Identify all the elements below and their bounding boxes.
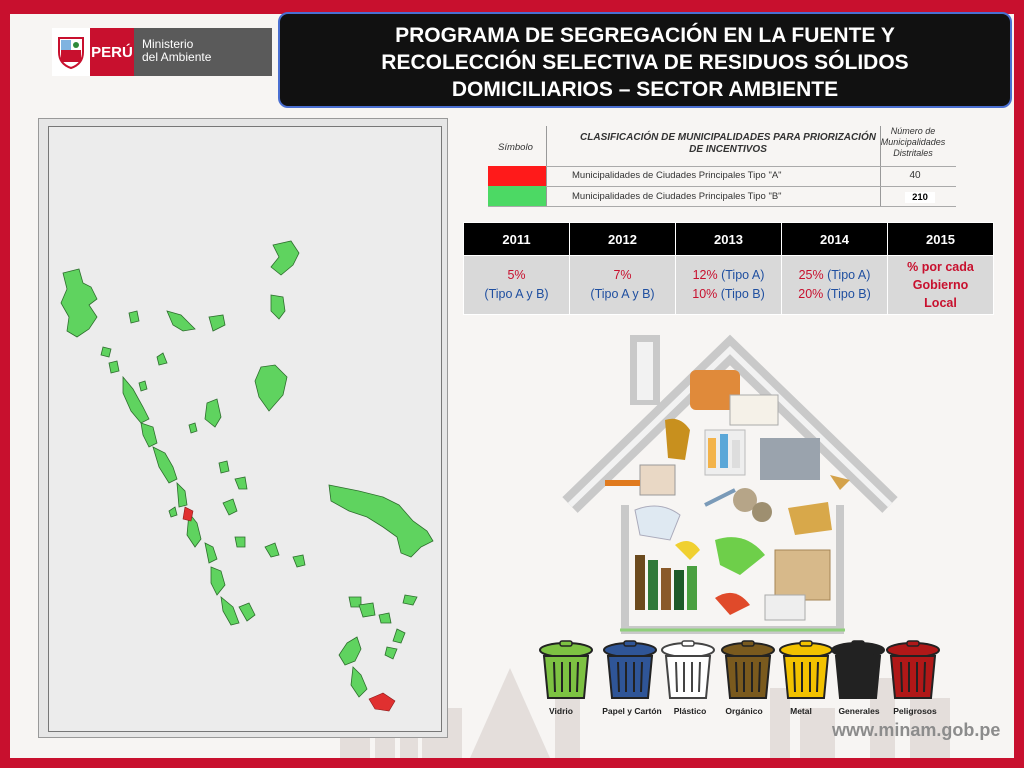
cell-2011-pct: 5% xyxy=(507,268,526,282)
type-a-count: 40 xyxy=(909,170,921,181)
header-symbol: Símbolo xyxy=(498,142,533,153)
classification-table xyxy=(488,122,958,210)
bin-peligrosos xyxy=(885,640,941,707)
peru-label: PERÚ xyxy=(90,28,134,76)
bin-vidrio xyxy=(538,640,594,707)
type-b-count: 210 xyxy=(905,192,935,203)
cell-2015 xyxy=(888,256,994,315)
cell-2015-line2: Gobierno xyxy=(912,278,969,292)
type-b-swatch xyxy=(488,186,546,206)
trash-bin-icon xyxy=(720,640,776,702)
slide-title xyxy=(278,12,1012,108)
bin-label-generales: Generales xyxy=(838,706,880,716)
cell-2014 xyxy=(782,256,888,315)
cell-2013-type-a: (Tipo A) xyxy=(717,268,765,282)
cell-2015-line3: Local xyxy=(924,296,957,310)
cell-2012 xyxy=(570,256,676,315)
header-classification: CLASIFICACIÓN DE MUNICIPALIDADES PARA PRIORIZACIÓN DE INCENTIVOS xyxy=(580,132,876,155)
cell-2013-pct-b: 10% xyxy=(692,287,718,301)
website-url: www.minam.gob.pe xyxy=(832,720,1001,740)
bin-label-plastico: Plástico xyxy=(673,706,707,716)
trash-bin-icon xyxy=(660,640,716,702)
cell-2011-type: (Tipo A y B) xyxy=(484,287,549,301)
recycling-bins xyxy=(530,640,950,720)
bin-metal xyxy=(778,640,834,707)
year-2014: 2014 xyxy=(782,223,888,256)
title-line-1: PROGRAMA DE SEGREGACIÓN EN LA FUENTE Y xyxy=(395,24,895,47)
year-header-row xyxy=(464,223,994,256)
frame-right xyxy=(1014,0,1024,768)
ministry-line-2: del Ambiente xyxy=(142,50,212,64)
frame-bottom xyxy=(0,758,1024,768)
map-panel xyxy=(48,126,442,732)
district-map xyxy=(49,127,441,731)
year-2015: 2015 xyxy=(888,223,994,256)
trash-bin-icon xyxy=(538,640,594,702)
title-line-3: DOMICILIARIOS – SECTOR AMBIENTE xyxy=(451,78,839,101)
frame-left xyxy=(0,0,10,768)
bin-organico xyxy=(720,640,776,707)
trash-bin-icon xyxy=(830,640,886,702)
bin-generales xyxy=(830,640,886,707)
year-2011: 2011 xyxy=(464,223,570,256)
bin-label-metal: Metal xyxy=(790,706,812,716)
waste-house-illustration xyxy=(540,330,920,640)
ministry-logo xyxy=(52,28,272,76)
trash-bin-icon xyxy=(602,640,658,702)
cell-2014-pct-b: 20% xyxy=(798,287,824,301)
bin-label-vidrio: Vidrio xyxy=(549,706,573,716)
cell-2014-type-a: (Tipo A) xyxy=(823,268,871,282)
incentive-year-table xyxy=(463,222,994,315)
cell-2013 xyxy=(676,256,782,315)
cell-2011 xyxy=(464,256,570,315)
header-count: Número de Municipalidades Distritales xyxy=(880,126,946,158)
year-values-row xyxy=(464,256,994,315)
year-2012: 2012 xyxy=(570,223,676,256)
trash-bin-icon xyxy=(885,640,941,702)
bin-papel-y-carton xyxy=(602,640,658,707)
type-b-label: Municipalidades de Ciudades Principales Tipo "B" xyxy=(572,191,782,202)
title-line-2: RECOLECCIÓN SELECTIVA DE RESIDUOS SÓLIDOS xyxy=(381,51,909,74)
bin-label-papel-y-carton: Papel y Cartón xyxy=(602,706,662,716)
ministry-line-1: Ministerio xyxy=(142,37,194,51)
cell-2012-pct: 7% xyxy=(613,268,632,282)
cell-2014-pct-a: 25% xyxy=(798,268,824,282)
cell-2012-type: (Tipo A y B) xyxy=(590,287,655,301)
cell-2014-type-b: (Tipo B) xyxy=(823,287,871,301)
bin-label-peligrosos: Peligrosos xyxy=(893,706,937,716)
waste-items xyxy=(605,370,850,620)
trash-bin-icon xyxy=(778,640,834,702)
ministry-name xyxy=(134,28,272,76)
bin-plastico xyxy=(660,640,716,707)
cell-2015-line1: % por cada xyxy=(907,260,974,274)
coat-of-arms-icon xyxy=(52,28,90,76)
type-a-swatch xyxy=(488,166,546,186)
year-2013: 2013 xyxy=(676,223,782,256)
cell-2013-type-b: (Tipo B) xyxy=(717,287,765,301)
cell-2013-pct-a: 12% xyxy=(692,268,718,282)
type-b-districts xyxy=(61,241,433,697)
type-a-label: Municipalidades de Ciudades Principales Tipo "A" xyxy=(572,170,782,181)
bin-label-organico: Orgánico xyxy=(725,706,763,716)
